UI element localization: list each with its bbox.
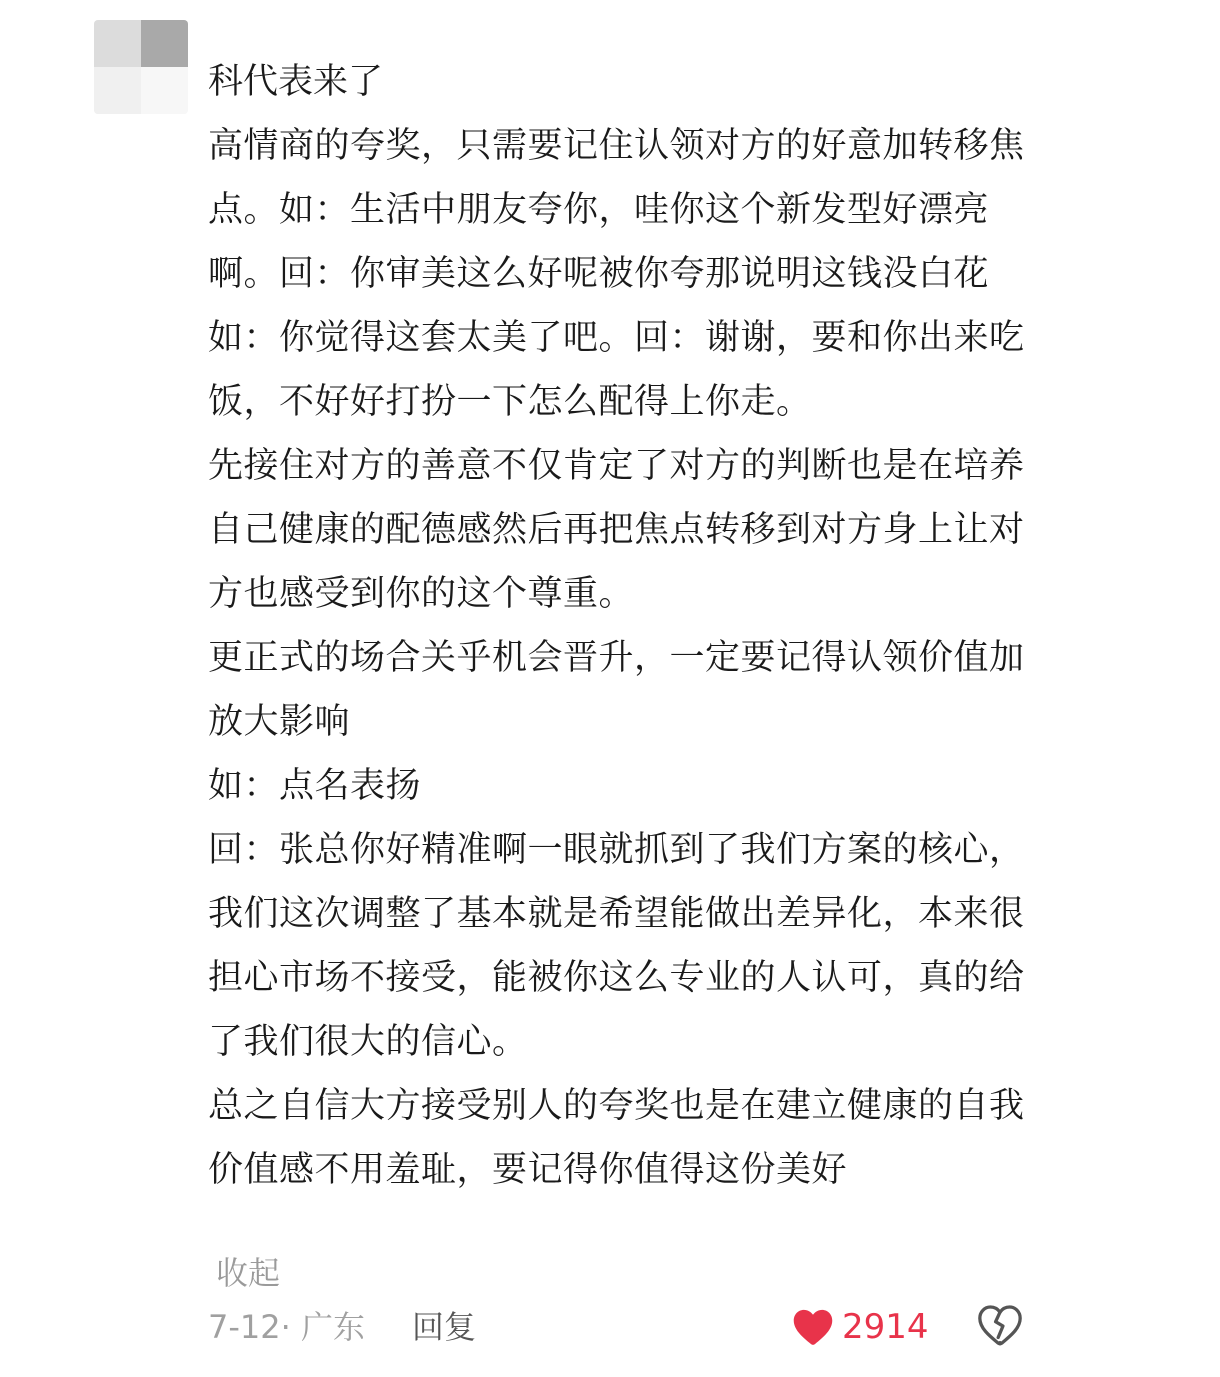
like-count: 2914 (842, 1307, 929, 1347)
comment-paragraph: 总之自信大方接受别人的夸奖也是在建立健康的自我价值感不用羞耻，要记得你值得这份美好 (208, 1086, 1025, 1190)
comment-meta-bar (208, 1300, 1038, 1354)
comment-date-location: 7-12· 广东 (208, 1308, 365, 1346)
avatar-pixel (94, 67, 141, 114)
avatar-pixel (94, 20, 141, 67)
comment-paragraph: 更正式的场合关乎机会晋升，一定要记得认领价值加放大影响 (208, 638, 1025, 742)
comment-block (208, 50, 1028, 1202)
comment-paragraph: 先接住对方的善意不仅肯定了对方的判断也是在培养自己健康的配德感然后再把焦点转移到对方身上让对方也感受到你的这个尊重。 (208, 446, 1025, 614)
avatar[interactable] (94, 20, 188, 114)
comment-paragraph: 回：张总你好精准啊一眼就抓到了我们方案的核心，我们这次调整了基本就是希望能做出差异化，本来很担心市场不接受，能被你这么专业的人认可，真的给了我们很大的信心。 (208, 830, 1025, 1062)
avatar-pixel (141, 67, 188, 114)
reply-button[interactable]: 回复 (412, 1308, 477, 1346)
collapse-button[interactable]: 收起 (216, 1254, 281, 1292)
comment-author[interactable]: 科代表来了 (208, 62, 384, 102)
heart-filled-icon (792, 1307, 834, 1347)
like-button[interactable] (792, 1304, 929, 1350)
comment-paragraph: 如：你觉得这套太美了吧。回：谢谢，要和你出来吃饭，不好好打扮一下怎么配得上你走。 (208, 318, 1025, 422)
dislike-button[interactable] (978, 1304, 1024, 1350)
comment-body (208, 114, 1028, 1202)
comment-paragraph: 高情商的夸奖，只需要记住认领对方的好意加转移焦点。如：生活中朋友夸你，哇你这个新发型好漂亮啊。回：你审美这么好呢被你夸那说明这钱没白花 (208, 126, 1025, 294)
avatar-pixel (141, 20, 188, 67)
broken-heart-icon (978, 1304, 1024, 1346)
comment-paragraph: 如：点名表扬 (208, 766, 422, 806)
